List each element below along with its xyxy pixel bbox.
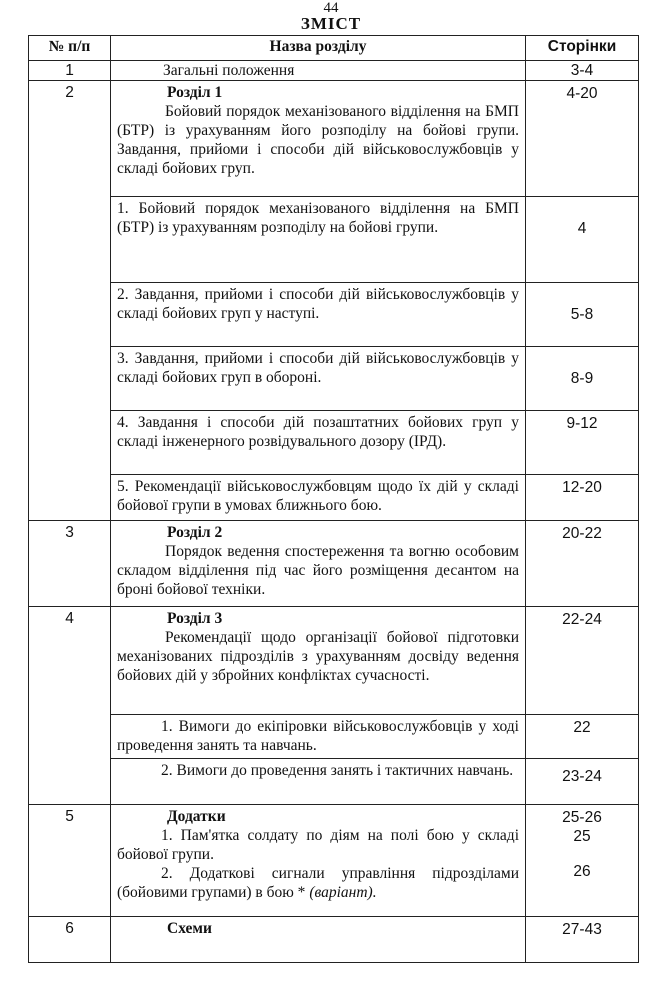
row-pages: 4-20	[526, 81, 639, 197]
row-pages: 22	[526, 715, 639, 759]
page-number: 44	[323, 0, 339, 16]
row-num: 6	[29, 917, 111, 963]
table-row	[29, 521, 639, 607]
document-title: ЗМІСТ	[300, 14, 362, 33]
row-pages: 22-24	[526, 607, 639, 715]
header-num: № п/п	[29, 36, 111, 61]
table-row	[29, 411, 639, 475]
row-name-cell	[111, 81, 526, 197]
row-pages: 4	[526, 197, 639, 283]
row-name: 1. Бойовий порядок механізованого відділення на БМП (БТР) із урахуванням розподілу на бойові групи.	[111, 197, 526, 283]
table-row	[29, 715, 639, 759]
row-name: 4. Завдання і способи дій позаштатних бойових груп у складі інженерного розвідувального дозору (ІРД).	[111, 411, 526, 475]
table-row	[29, 759, 639, 805]
contents-table	[28, 35, 639, 963]
section-description: Бойовий порядок механізованого відділення на БМП (БТР) із урахуванням його розподілу на бойові групи. Завдання, прийоми і способи дій військовослужбовців у складі бойових груп.	[117, 103, 519, 177]
row-name: 1. Вимоги до екіпіровки військовослужбовців у ході проведення занять та навчань.	[111, 715, 526, 759]
table-row	[29, 347, 639, 411]
table-row	[29, 283, 639, 347]
row-name: 5. Рекомендації військовослужбовцям щодо їх дій у складі бойової групи в умовах ближнього бою.	[111, 475, 526, 521]
row-pages: 20-22	[526, 521, 639, 607]
row-pages-cell	[526, 805, 639, 917]
row-pages: 8-9	[526, 347, 639, 411]
row-num: 2	[29, 81, 111, 521]
header-pages: Сторінки	[526, 36, 639, 61]
section-heading: Розділ 2	[167, 524, 223, 541]
row-pages: 23-24	[526, 759, 639, 805]
row-name-cell	[111, 607, 526, 715]
header-name: Назва розділу	[111, 36, 526, 61]
row-num: 1	[29, 61, 111, 81]
row-name: 3. Завдання, прийоми і способи дій військовослужбовців у складі бойових груп в обороні.	[111, 347, 526, 411]
table-row	[29, 475, 639, 521]
table-row	[29, 81, 639, 197]
section-heading: Додатки	[167, 808, 226, 825]
section-heading: Розділ 3	[167, 610, 223, 627]
section-heading: Схеми	[167, 920, 212, 937]
section-description: Порядок ведення спостереження та вогню особовим складом відділення під час його розміщення десантом на броні бойової техніки.	[117, 543, 519, 598]
row-num: 3	[29, 521, 111, 607]
table-row	[29, 61, 639, 81]
row-pages: 9-12	[526, 411, 639, 475]
row-pages: 3-4	[526, 61, 639, 81]
section-heading: Розділ 1	[167, 84, 223, 101]
row-name-cell	[111, 521, 526, 607]
row-pages: 25-26	[562, 809, 602, 826]
table-row	[29, 805, 639, 917]
row-name: Загальні положення	[111, 61, 526, 81]
row-pages: 5-8	[526, 283, 639, 347]
row-pages: 12-20	[526, 475, 639, 521]
row-name-cell	[111, 917, 526, 963]
row-name: 2. Завдання, прийоми і способи дій військовослужбовців у складі бойових груп у наступі.	[111, 283, 526, 347]
row-num: 4	[29, 607, 111, 805]
table-header-row	[29, 36, 639, 61]
table-row	[29, 917, 639, 963]
appendix-item-2: 2. Додаткові сигнали управління підрозділами (бойовими групами) в бою * (варіант).	[117, 865, 519, 901]
row-pages: 25	[573, 828, 591, 845]
section-description: Рекомендації щодо організації бойової підготовки механізованих підрозділів з урахуванням досвіду ведення бойових дій у збройних конфліктах сучасності.	[117, 629, 519, 684]
row-pages: 27-43	[526, 917, 639, 963]
table-row	[29, 197, 639, 283]
row-name: 2. Вимоги до проведення занять і тактичних навчань.	[111, 759, 526, 805]
row-name-cell	[111, 805, 526, 917]
appendix-item-2-note: (варіант).	[309, 884, 377, 901]
row-pages: 26	[573, 863, 591, 880]
table-row	[29, 607, 639, 715]
row-num: 5	[29, 805, 111, 917]
appendix-item-1: 1. Пам'ятка солдату по діям на полі бою у складі бойової групи.	[117, 827, 519, 863]
